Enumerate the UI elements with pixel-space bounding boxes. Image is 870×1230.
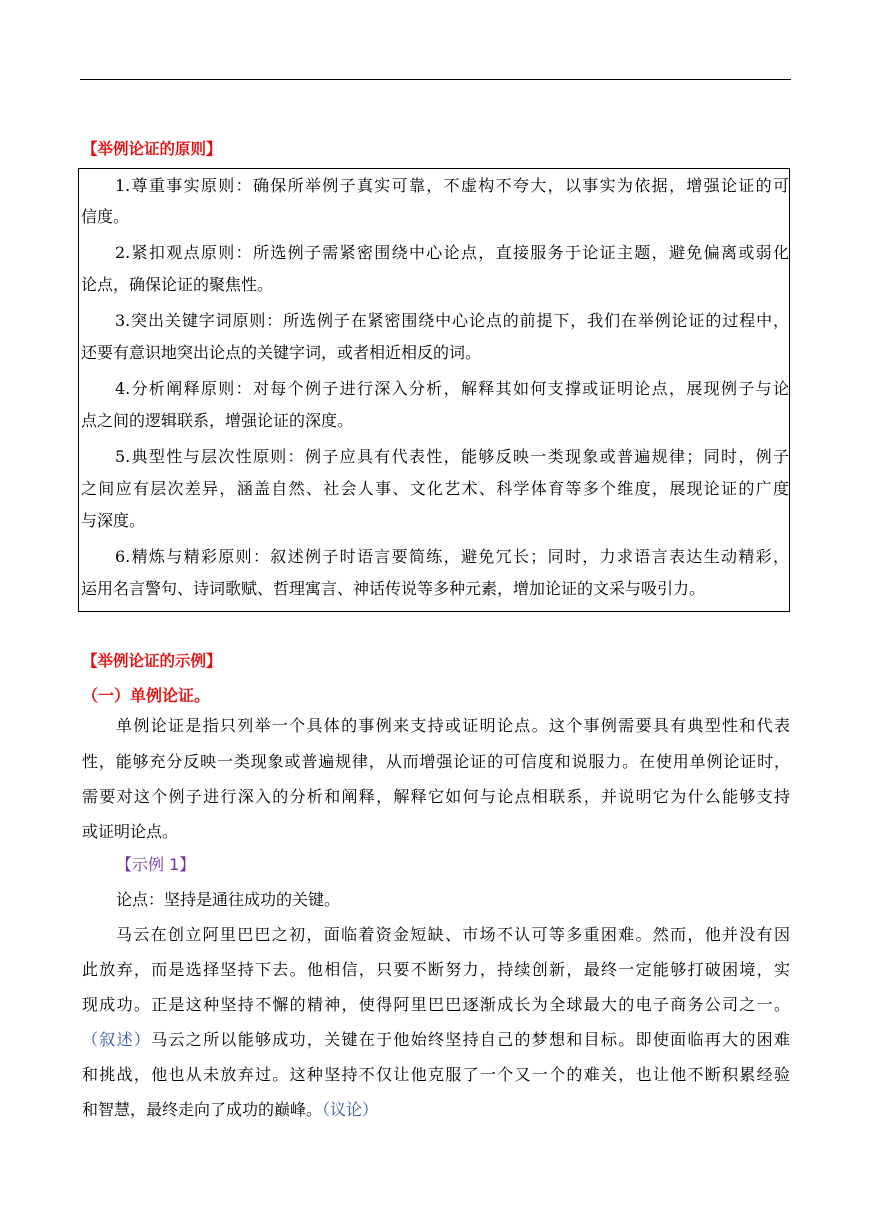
principle-6-line-2: 运用名言警句、诗词歌赋、哲理寓言、神话传说等多种元素，增加论证的文采与吸引力。 [81,579,706,598]
narrative-line-2: 此放弃，而是选择坚持下去。他相信，只要不断努力，持续创新，最终一定能够打破困境，实 [82,960,790,979]
discussion-line-3 [82,1099,790,1121]
single-example-heading: （一）单例论证。 [82,686,211,705]
example-1-label: 【示例 1】 [116,855,196,874]
intro-line-4: 或证明论点。 [82,822,179,841]
principle-1-line-2: 信度。 [81,207,130,226]
narrative-line-1: 马云在创立阿里巴巴之初，面临着资金短缺、市场不认可等多重困难。然而，他并没有因 [116,925,790,944]
principle-5-line-1: 5.典型性与层次性原则：例子应具有代表性，能够反映一类现象或普遍规律；同时，例子 [115,447,789,466]
principle-3-line-2: 还要有意识地突出论点的关键字词，或者相近相反的词。 [81,343,482,362]
examples-heading: 【举例论证的示例】 [82,652,222,670]
principle-3-line-1: 3.突出关键字词原则：所选例子在紧密围绕中心论点的前提下，我们在举例论证的过程中， [115,311,789,330]
intro-line-1: 单例论证是指只列举一个具体的事例来支持或证明论点。这个事例需要具有典型性和代表 [116,716,790,735]
example-1-thesis: 论点：坚持是通往成功的关键。 [116,890,341,909]
principles-heading: 【举例论证的原则】 [82,140,222,158]
principles-box [78,168,790,612]
principle-6-line-1: 6.精炼与精彩原则：叙述例子时语言要简练，避免冗长；同时，力求语言表达生动精彩， [115,547,789,566]
principle-4-line-2: 点之间的逻辑联系，增强论证的深度。 [81,411,354,430]
discussion-line-2: 和挑战，他也从未放弃过。这种坚持不仅让他克服了一个又一个的难关，也让他不断积累经验 [82,1065,790,1084]
intro-line-2: 性，能够充分反映一类现象或普遍规律，从而增强论证的可信度和说服力。在使用单例论证时， [82,752,790,771]
discussion-line-1 [82,1029,790,1051]
discussion-last-text: 和智慧，最终走向了成功的巅峰。 [82,1100,323,1119]
principle-4-line-1: 4.分析阐释原则：对每个例子进行深入分析，解释其如何支撑或证明论点，展现例子与论 [115,379,789,398]
narrate-tag: （叙述） [82,1030,152,1049]
narrative-line-3: 现成功。正是这种坚持不懈的精神，使得阿里巴巴逐渐成长为全球最大的电子商务公司之一。 [82,995,790,1014]
discussion-first-text: 马云之所以能够成功，关键在于他始终坚持自己的梦想和目标。即使面临再大的困难 [151,1030,790,1049]
principle-2-line-2: 论点，确保论证的聚焦性。 [81,275,274,294]
header-rule [80,79,791,80]
discuss-tag: （议论） [322,1100,379,1119]
principle-5-line-3: 与深度。 [81,511,146,530]
principle-1-line-1: 1.尊重事实原则：确保所举例子真实可靠，不虚构不夸大，以事实为依据，增强论证的可 [115,176,789,195]
intro-line-3: 需要对这个例子进行深入的分析和阐释，解释它如何与论点相联系，并说明它为什么能够支持 [82,787,790,806]
principle-2-line-1: 2.紧扣观点原则：所选例子需紧密围绕中心论点，直接服务于论证主题，避免偏离或弱化 [115,243,789,262]
principle-5-line-2: 之间应有层次差异，涵盖自然、社会人事、文化艺术、科学体育等多个维度，展现论证的广度 [81,479,789,498]
